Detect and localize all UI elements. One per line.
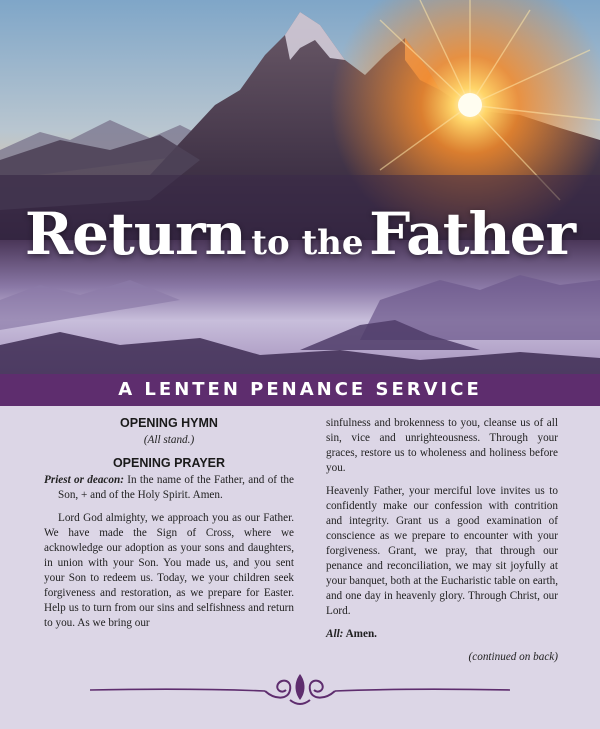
priest-label: Priest or deacon:	[44, 474, 124, 486]
page-title	[0, 200, 600, 268]
opening-prayer-heading: OPENING PRAYER	[112, 456, 226, 470]
heavenly-father-paragraph: Heavenly Father, your merciful love invites us to confidently make our confession with contrition and integrity. Grant us a good examination of conscience as we prepare to encounter with your forgiveness. Grant, we pray, that through our penance and reconciliation, we may sit joyfully at your banquet, both at the Eucharistic table on earth, and one day in heavenly glory. Through Christ, our Lord.	[326, 485, 558, 617]
title-word-return: Return	[24, 200, 246, 268]
content-area	[0, 406, 600, 729]
opening-hymn-heading: OPENING HYMN	[120, 416, 218, 430]
priest-text: In the name of the Father, and of the Son, + and of the Holy Spirit. Amen.	[58, 474, 294, 501]
title-word-father: Father	[369, 200, 576, 268]
prayer-paragraph: Lord God almighty, we approach you as our Father. We have made the Sign of Cross, where we acknowledge our adoption as your sons and daughters, in union with your Son. You made us, and you sent your Son to redeem us. Today, we your children seek forgiveness and restoration, as we prepare for Easter. Help us to turn from our sins and selfishness and return to you. As we bring our	[44, 512, 294, 629]
subtitle-banner: A LENTEN PENANCE SERVICE	[0, 374, 600, 406]
title-word-to-the: to the	[251, 223, 364, 263]
stand-instruction: (All stand.)	[143, 434, 195, 446]
continued-note: (continued on back)	[468, 651, 558, 663]
priest-invocation	[44, 473, 294, 503]
right-column	[326, 416, 558, 676]
prayer-continuation: sinfulness and brokenness to you, cleanse us of all sin, vice and unrighteousness. Through your graces, restore us to wholeness and holiness before you.	[326, 417, 558, 474]
amen-text: Amen.	[343, 628, 377, 640]
flourish-divider-ornament	[90, 670, 510, 710]
left-column	[44, 416, 294, 639]
all-response	[326, 627, 558, 642]
all-label: All:	[326, 628, 344, 640]
